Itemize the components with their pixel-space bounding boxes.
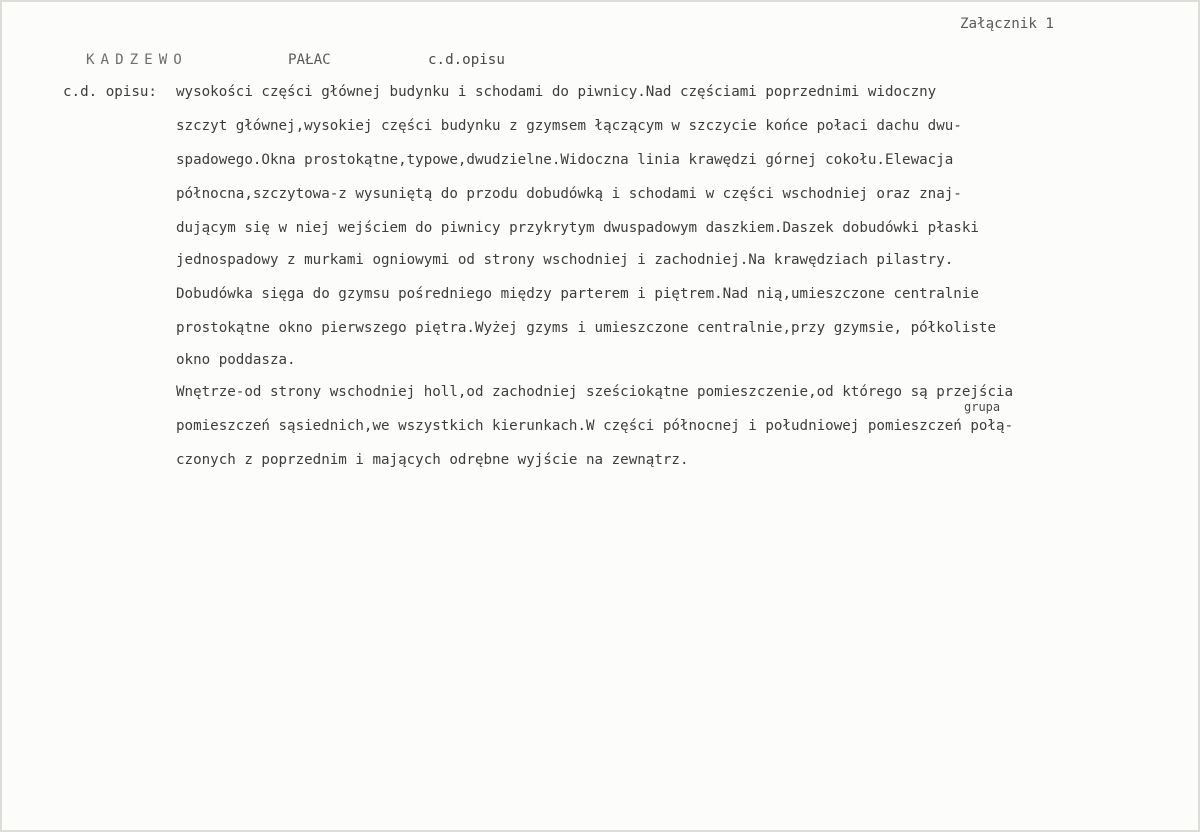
description-label: c.d. opisu: bbox=[63, 84, 157, 100]
description-line: dującym się w niej wejściem do piwnicy przykrytym dwuspadowym daszkiem.Daszek dobudówki płaski bbox=[176, 220, 979, 236]
attachment-label: Załącznik 1 bbox=[960, 16, 1054, 32]
description-line: wysokości części głównej budynku i schodami do piwnicy.Nad częściami poprzednimi widoczny bbox=[176, 84, 937, 100]
description-line: północna,szczytowa-z wysuniętą do przodu dobudówką i schodami w części wschodniej oraz znaj- bbox=[176, 186, 962, 202]
description-line: spadowego.Okna prostokątne,typowe,dwudzielne.Widoczna linia krawędzi górnej cokołu.Elewacja bbox=[176, 152, 954, 168]
description-line: okno poddasza. bbox=[176, 352, 296, 368]
interior-line: pomieszczeń sąsiednich,we wszystkich kierunkach.W części północnej i południowej pomieszczeń połą- bbox=[176, 418, 1014, 434]
place-name: KADZEWO bbox=[86, 52, 188, 68]
description-line: prostokątne okno pierwszego piętra.Wyżej gzyms i umieszczone centralnie,przy gzymsie, półkoliste bbox=[176, 320, 996, 336]
continuation-label: c.d.opisu bbox=[428, 52, 505, 68]
interior-line: Wnętrze-od strony wschodniej holl,od zachodniej sześciokątne pomieszczenie,od którego są przejścia bbox=[176, 384, 1014, 400]
handwritten-insertion: grupa bbox=[964, 400, 1001, 414]
description-line: jednospadowy z murkami ogniowymi od strony wschodniej i zachodniej.Na krawędziach pilastry. bbox=[176, 252, 954, 268]
description-line: szczyt głównej,wysokiej części budynku z gzymsem łączącym w szczycie końce połaci dachu dwu- bbox=[176, 118, 962, 134]
description-line: Dobudówka sięga do gzymsu pośredniego między parterem i piętrem.Nad nią,umieszczone centralnie bbox=[176, 286, 979, 302]
object-name: PAŁAC bbox=[288, 52, 331, 68]
interior-line: czonych z poprzednim i mających odrębne wyjście na zewnątrz. bbox=[176, 452, 689, 468]
